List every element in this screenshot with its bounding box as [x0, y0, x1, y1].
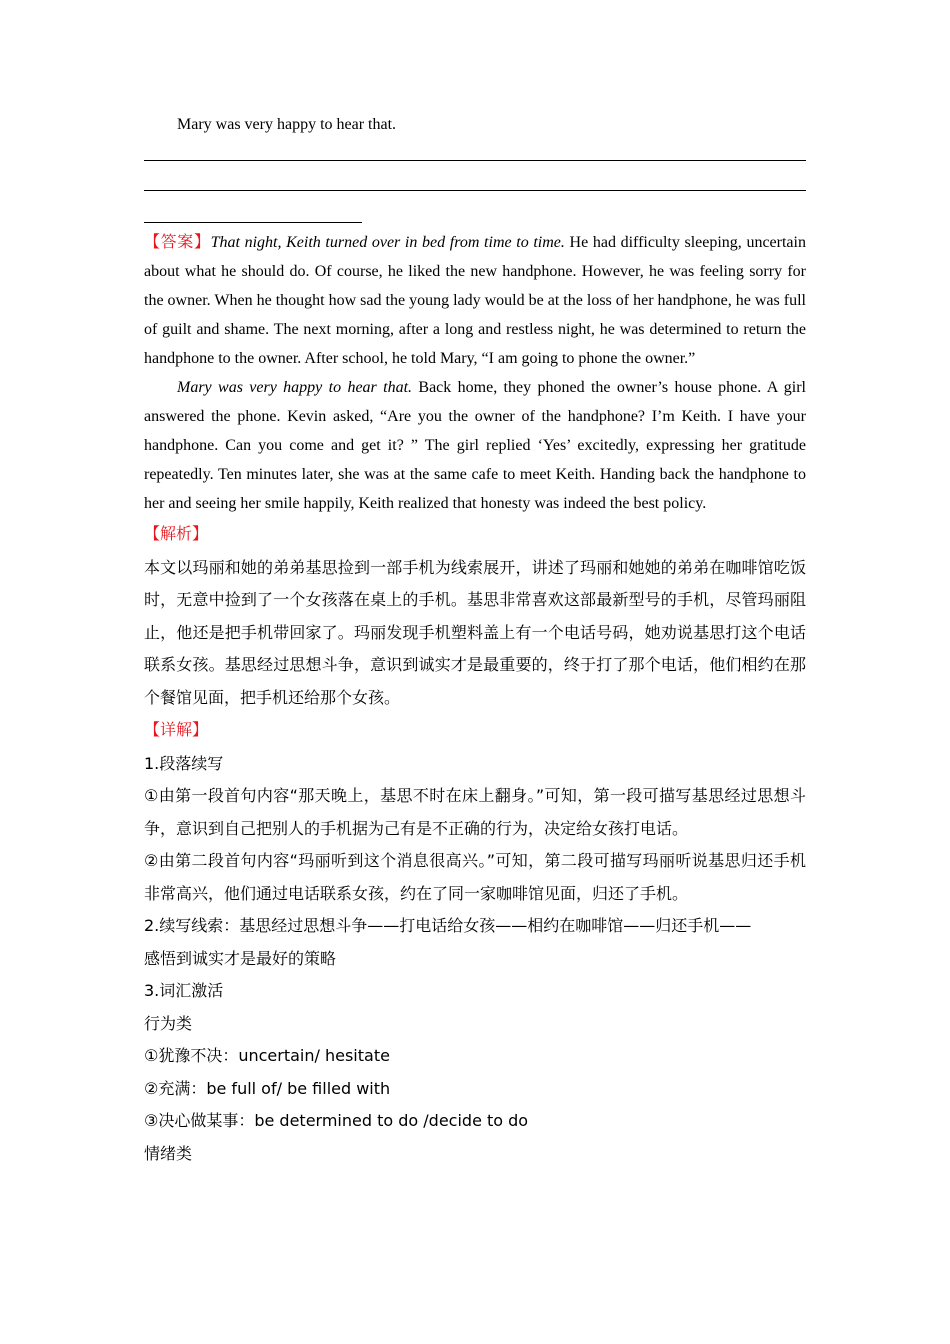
answer-p1-text: He had difficulty sleeping, uncertain about what he should do. Of course, he liked the new handphone. However, he was feeling sorry for the owner. When he thought how sad the young lady would be at the loss of her handphone, he was full of guilt and shame. The next morning, after a long and restless night, he was determined to return the handphone to the owner. After school, he told Mary, “I am going to phone the owner.”: [144, 234, 806, 367]
analysis-label-text: 【解析】: [144, 524, 209, 543]
analysis-text: 本文以玛丽和她的弟弟基思捡到一部手机为线索展开，讲述了玛丽和她她的弟弟在咖啡馆吃饭时，无意中捡到了一个女孩落在桌上的手机。基思非常喜欢这部最新型号的手机，尽管玛丽阻止，他还是把手机带回家了。玛丽发现手机塑料盖上有一个电话号码，她劝说基思打这个电话联系女孩。基思经过思想斗争，意识到诚实才是最重要的，终于打了那个电话，他们相约在那个餐馆见面，把手机还给那个女孩。: [144, 557, 806, 707]
details-section-3-title: 3.词汇激活: [144, 981, 224, 1000]
vocab-category-behavior: 行为类: [144, 1013, 193, 1033]
details-label-text: 【详解】: [144, 720, 209, 739]
details-clue-line-1: 2.续写线索：基思经过思想斗争——打电话给女孩——相约在咖啡馆——归还手机——: [144, 916, 752, 935]
details-item-1: ①由第一段首句内容“那天晚上，基思不时在床上翻身。”可知，第一段可描写基思经过思想斗争，意识到自己把别人的手机据为己有是不正确的行为，决定给女孩打电话。: [144, 786, 806, 838]
details-section-1-title: 1.段落续写: [144, 753, 224, 773]
vocab-item-3: ③决心做某事：be determined to do /decide to do: [144, 1111, 529, 1130]
analysis-label: [144, 518, 806, 552]
answer-label: 【答案】: [144, 232, 211, 251]
answer-blank-line: [144, 222, 362, 223]
answer-p2-given-sentence: Mary was very happy to hear that.: [177, 379, 413, 396]
vocab-item-1: ①犹豫不决：uncertain/ hesitate: [144, 1046, 390, 1065]
vocab-item-2: ②充满：be full of/ be filled with: [144, 1078, 391, 1098]
answer-section: [144, 227, 806, 518]
analysis-section: [144, 518, 806, 1170]
answer-p1-given-sentence: That night, Keith turned over in bed from time to time.: [210, 234, 565, 251]
answer-blank-line: [144, 190, 806, 191]
answer-p2-text: Back home, they phoned the owner’s house phone. A girl answered the phone. Kevin asked, “Are you the owner of the handphone? I’m Keith. I have your handphone. Can you come and get it? ” The girl replied ‘Yes’ excitedly, expressing her gratitude repeatedly. Ten minutes later, she was at the same cafe to meet Keith. Handing back the handphone to her and seeing her smile happily, Keith realized that honesty was indeed the best policy.: [144, 379, 806, 512]
details-clue-line-2: 感悟到诚实才是最好的策略: [144, 948, 337, 968]
answer-paragraph-1: [144, 227, 806, 373]
vocab-category-emotion: 情绪类: [144, 1143, 193, 1163]
details-label: [144, 714, 806, 748]
details-item-2: ②由第二段首句内容“玛丽听到这个消息很高兴。”可知，第二段可描写玛丽听说基思归还手机非常高兴，他们通过电话联系女孩，约在了同一家咖啡馆见面，归还了手机。: [144, 851, 806, 903]
document-content: [144, 112, 806, 1170]
answer-paragraph-2: [144, 373, 806, 518]
prompt-line: Mary was very happy to hear that.: [177, 116, 397, 133]
answer-blank-line: [144, 160, 806, 161]
